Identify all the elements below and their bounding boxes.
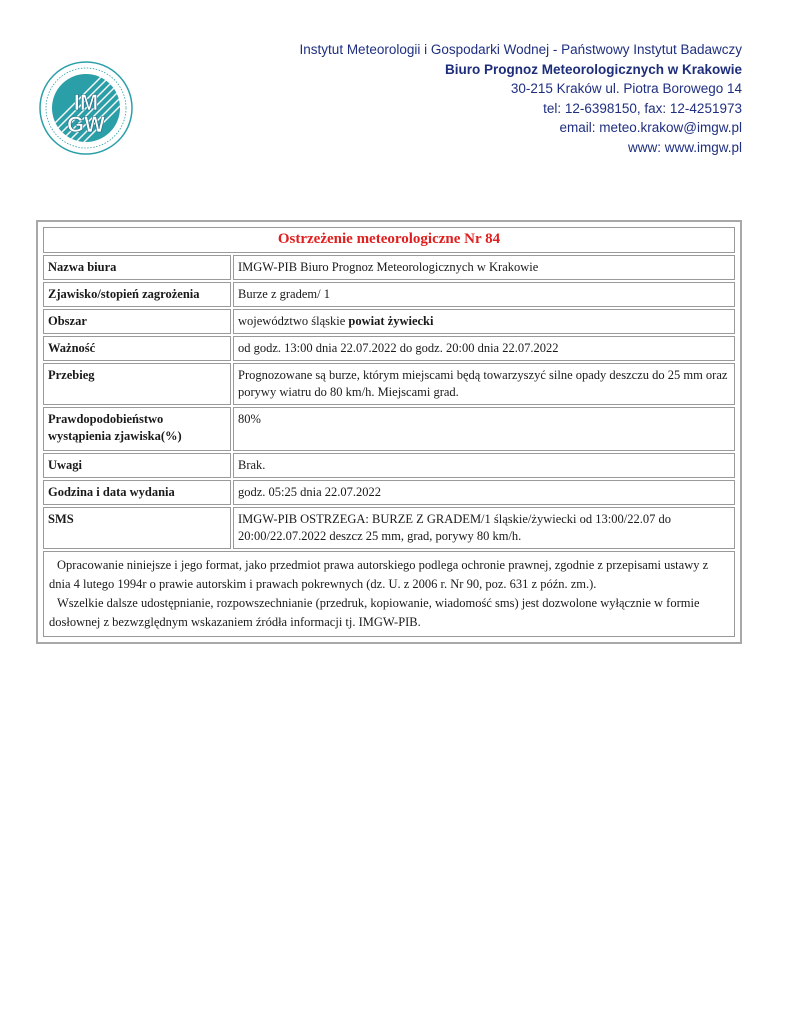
table-row bbox=[43, 255, 735, 280]
row-label-office: Nazwa biura bbox=[43, 255, 231, 280]
office-address: 30-215 Kraków ul. Piotra Borowego 14 bbox=[510, 81, 742, 96]
row-value-validity: od godz. 13:00 dnia 22.07.2022 do godz. 20:00 dnia 22.07.2022 bbox=[233, 336, 735, 361]
row-value-office: IMGW-PIB Biuro Prognoz Meteorologicznych w Krakowie bbox=[233, 255, 735, 280]
warning-table bbox=[41, 225, 737, 551]
distribution-paragraph: Wszelkie dalsze udostępnianie, rozpowszechnianie (przedruk, kopiowanie, wiadomość sms) jest dozwolone wyłącznie w formie dosłownej z bezwzględnym wskazaniem źródła informacji tj. IMGW-PIB. bbox=[49, 596, 700, 629]
row-label-validity: Ważność bbox=[43, 336, 231, 361]
title-row bbox=[43, 227, 735, 253]
table-row bbox=[43, 507, 735, 549]
row-label-probability: Prawdopodobieństwo wystąpienia zjawiska(%) bbox=[43, 407, 231, 451]
row-value-issued: godz. 05:25 dnia 22.07.2022 bbox=[233, 480, 735, 505]
row-value-sms: IMGW-PIB OSTRZEGA: BURZE Z GRADEM/1 śląskie/żywiecki od 13:00/22.07 do 20:00/22.07.2022 deszcz 25 mm, grad, porywy 80 km/h. bbox=[233, 507, 735, 549]
office-phone: tel: 12-6398150, fax: 12-4251973 bbox=[543, 100, 742, 116]
imgw-logo bbox=[38, 60, 134, 156]
institution-header bbox=[222, 40, 742, 157]
copyright-paragraph: Opracowanie niniejsze i jego format, jako przedmiot prawa autorskiego podlega ochronie prawnej, zgodnie z przepisami ustawy z dnia 4 lutego 1994r o prawie autorskim i prawach pokrewnych (dz. U. z 2006 r. Nr 90, poz. 631 z późn. zm.). bbox=[49, 558, 709, 591]
row-label-phenomenon: Zjawisko/stopień zagrożenia bbox=[43, 282, 231, 307]
institute-name: Instytut Meteorologii i Gospodarki Wodnej - Państwowy Instytut Badawczy bbox=[299, 42, 742, 57]
row-value-probability: 80% bbox=[233, 407, 735, 451]
row-label-area: Obszar bbox=[43, 309, 231, 334]
row-value-remarks: Brak. bbox=[233, 453, 735, 478]
office-email[interactable]: email: meteo.krakow@imgw.pl bbox=[559, 120, 742, 135]
table-row bbox=[43, 407, 735, 451]
table-row bbox=[43, 480, 735, 505]
row-value-phenomenon: Burze z gradem/ 1 bbox=[233, 282, 735, 307]
row-label-sms: SMS bbox=[43, 507, 231, 549]
table-row bbox=[43, 282, 735, 307]
table-row bbox=[43, 336, 735, 361]
area-county: powiat żywiecki bbox=[348, 314, 434, 328]
row-label-course: Przebieg bbox=[43, 363, 231, 405]
table-row bbox=[43, 363, 735, 405]
table-row bbox=[43, 453, 735, 478]
row-label-remarks: Uwagi bbox=[43, 453, 231, 478]
row-label-issued: Godzina i data wydania bbox=[43, 480, 231, 505]
office-website[interactable]: www: www.imgw.pl bbox=[627, 139, 742, 155]
svg-text:GW: GW bbox=[67, 112, 105, 137]
row-value-area bbox=[233, 309, 735, 334]
svg-text:IM: IM bbox=[73, 90, 99, 115]
row-value-course: Prognozowane są burze, którym miejscami będą towarzyszyć silne opady deszczu do 25 mm oraz porywy wiatru do 80 km/h. Miejscami grad. bbox=[233, 363, 735, 405]
warning-document bbox=[36, 220, 742, 644]
table-row bbox=[43, 309, 735, 334]
warning-title: Ostrzeżenie meteorologiczne Nr 84 bbox=[43, 227, 735, 253]
office-name: Biuro Prognoz Meteorologicznych w Krakowie bbox=[444, 61, 742, 77]
area-voivodeship: województwo śląskie bbox=[238, 314, 346, 328]
copyright-notice bbox=[43, 551, 735, 637]
